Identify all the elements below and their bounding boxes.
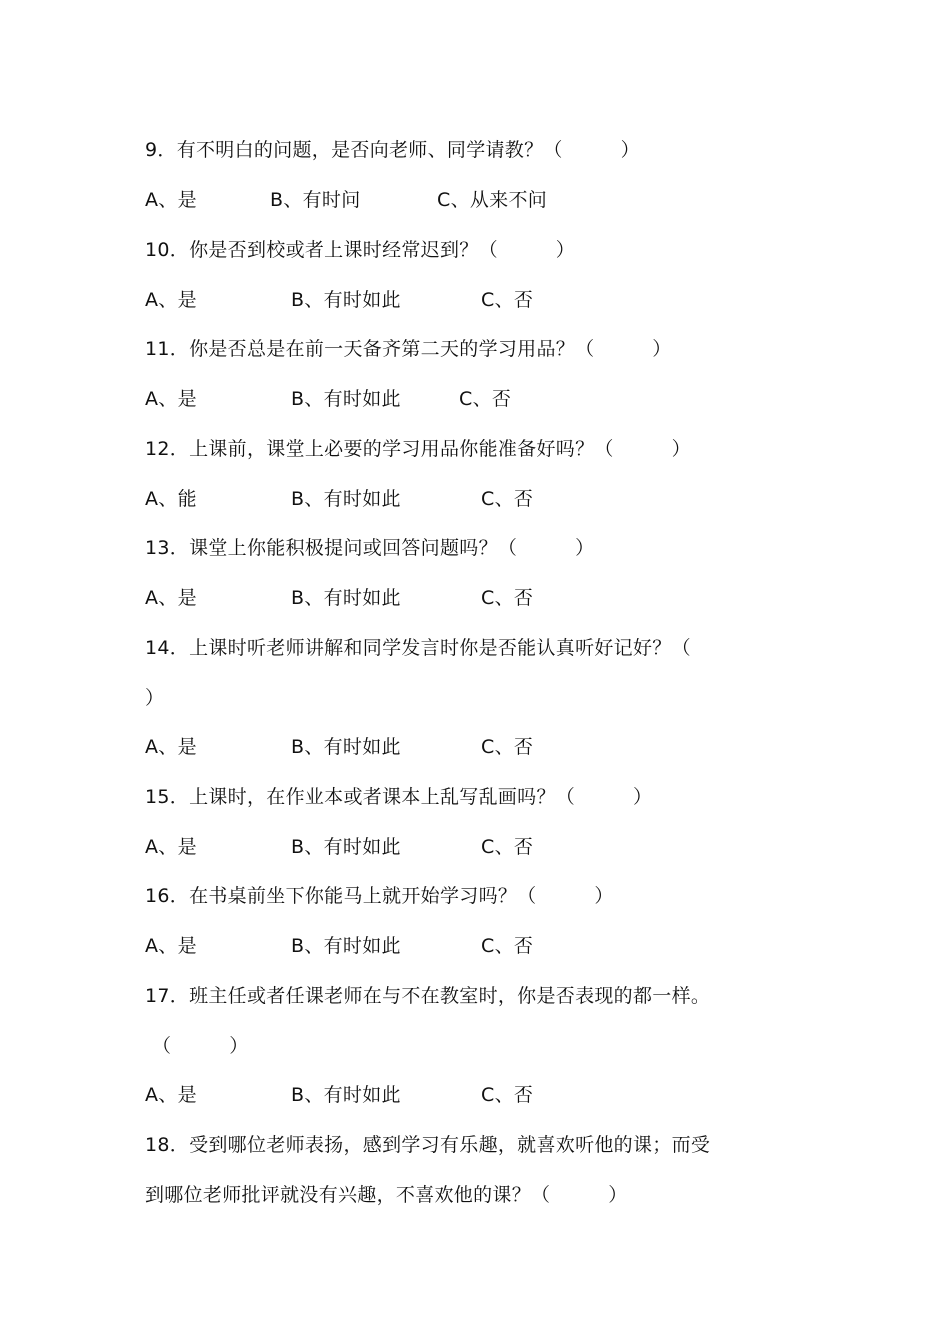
question-12: 12．上课前，课堂上必要的学习用品你能准备好吗？（ ） [145,438,691,460]
q10-option-a: A、是 [145,289,197,311]
q12-option-b: B、有时如此 [291,488,401,510]
q10-option-b: B、有时如此 [291,289,401,311]
question-11: 11．你是否总是在前一天备齐第二天的学习用品？（ ） [145,338,672,360]
question-17-continuation: （ ） [152,1035,249,1057]
q16-option-b: B、有时如此 [291,935,401,957]
q17-option-b: B、有时如此 [291,1084,401,1106]
q9-option-b: B、有时问 [270,189,361,211]
question-10: 10．你是否到校或者上课时经常迟到？（ ） [145,239,576,261]
q10-option-c: C、否 [481,289,534,311]
question-15: 15．上课时，在作业本或者课本上乱写乱画吗？（ ） [145,786,653,808]
question-18-continuation: 到哪位老师批评就没有兴趣，不喜欢他的课？（ ） [145,1184,628,1206]
q14-option-c: C、否 [481,736,534,758]
q12-option-c: C、否 [481,488,534,510]
q15-option-b: B、有时如此 [291,836,401,858]
question-14-continuation: ） [145,687,165,709]
q11-option-c: C、否 [459,388,512,410]
q14-option-a: A、是 [145,736,197,758]
q11-option-b: B、有时如此 [291,388,401,410]
q13-option-b: B、有时如此 [291,587,401,609]
question-17: 17．班主任或者任课老师在与不在教室时，你是否表现的都一样。 [145,985,711,1007]
q9-option-a: A、是 [145,189,197,211]
q13-option-a: A、是 [145,587,197,609]
q15-option-a: A、是 [145,836,197,858]
question-14: 14．上课时听老师讲解和同学发言时你是否能认真听好记好？（ [145,637,691,659]
q16-option-c: C、否 [481,935,534,957]
q11-option-a: A、是 [145,388,197,410]
q12-option-a: A、能 [145,488,197,510]
q9-option-c: C、从来不问 [437,189,548,211]
question-16: 16．在书桌前坐下你能马上就开始学习吗？（ ） [145,885,614,907]
q16-option-a: A、是 [145,935,197,957]
question-9: 9．有不明白的问题，是否向老师、同学请教？（ ） [145,139,640,161]
q13-option-c: C、否 [481,587,534,609]
q14-option-b: B、有时如此 [291,736,401,758]
q17-option-c: C、否 [481,1084,534,1106]
q17-option-a: A、是 [145,1084,197,1106]
q15-option-c: C、否 [481,836,534,858]
question-13: 13．课堂上你能积极提问或回答问题吗？（ ） [145,537,595,559]
question-18: 18．受到哪位老师表扬，感到学习有乐趣，就喜欢听他的课；而受 [145,1134,711,1156]
